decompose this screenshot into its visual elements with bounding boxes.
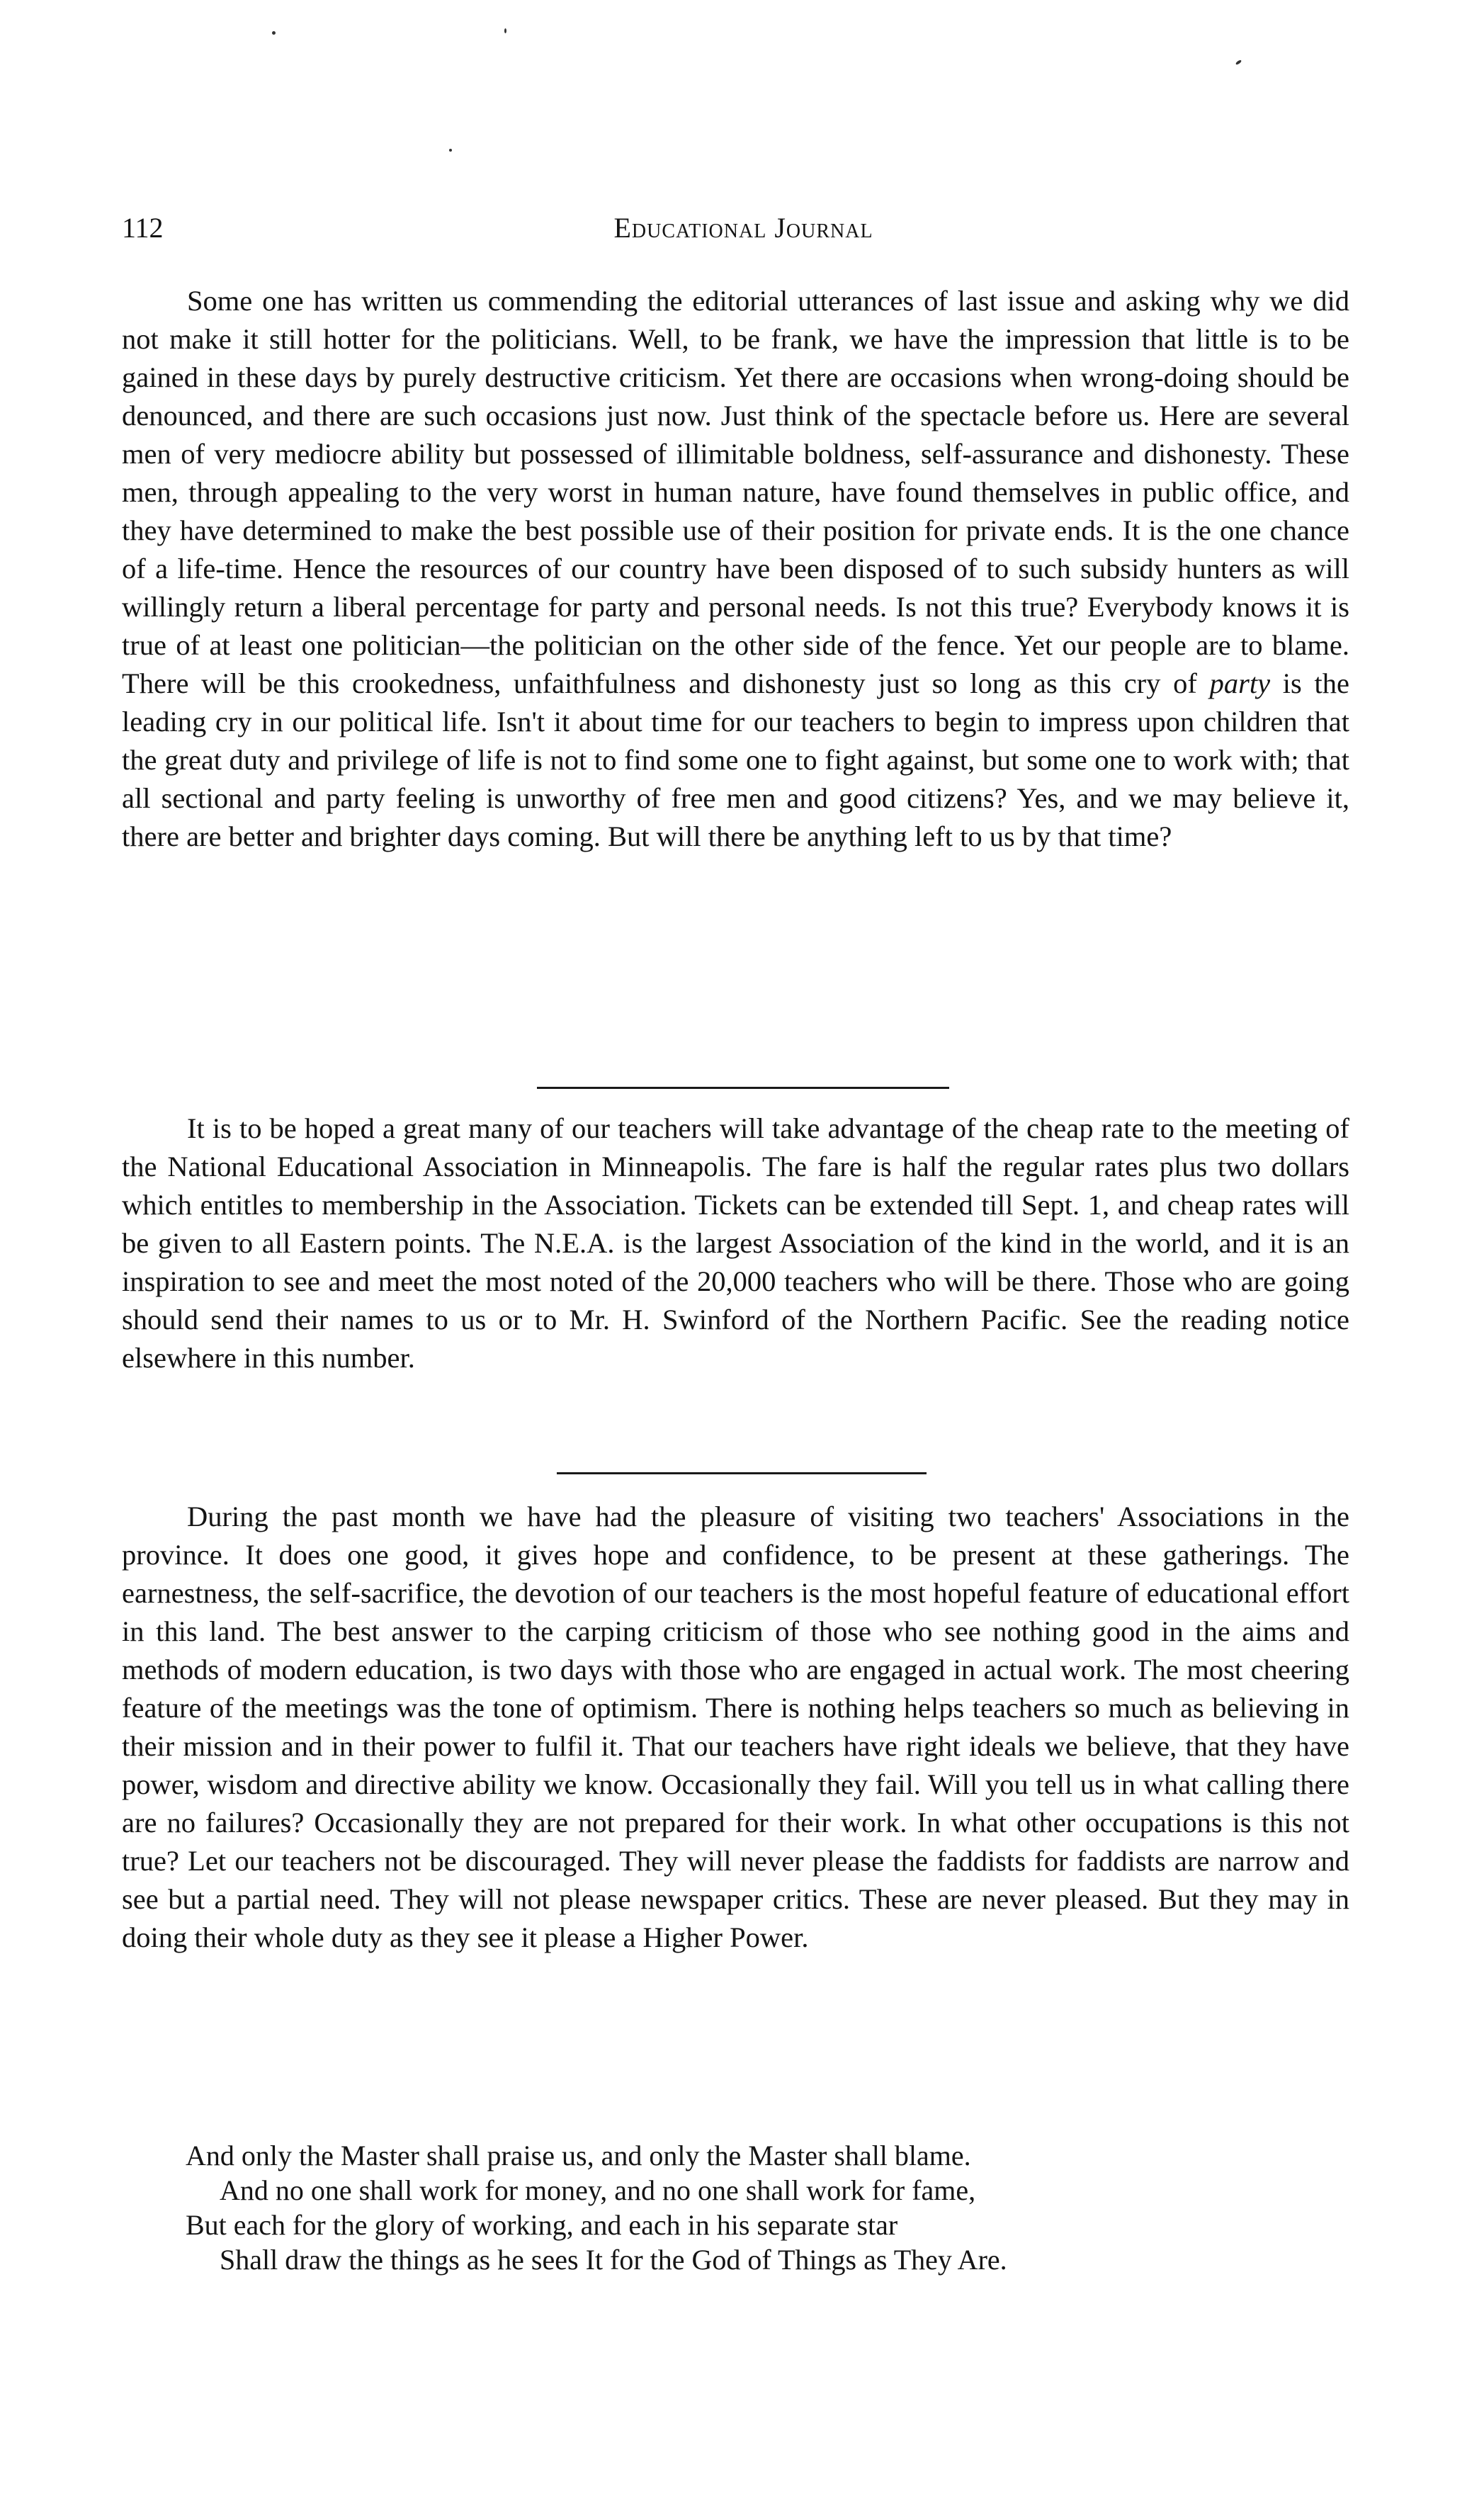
closing-verse xyxy=(186,2138,1376,2277)
page-number: 112 xyxy=(122,212,164,244)
section-divider xyxy=(557,1472,927,1474)
verse-line: Shall draw the things as he sees It for the God of Things as They Are. xyxy=(220,2244,1007,2276)
scan-speck xyxy=(449,149,452,152)
scan-speck xyxy=(504,28,506,33)
page-header xyxy=(122,207,1365,249)
verse-line: And only the Master shall praise us, and only the Master shall blame. xyxy=(186,2140,971,2171)
verse-line: But each for the glory of working, and each in his separate star xyxy=(186,2209,898,2241)
running-head: Educational Journal xyxy=(613,212,873,244)
editorial-paragraph-associations: During the past month we have had the pleasure of visiting two teachers' Associations in the province. It does one good, it gives hope and confidence, to be present at these gatherings. The earnestness, the self-sacrifice, the devotion of our teachers is the most hopeful feature of educational effort in this land. The best answer to the carping criticism of those who see nothing good in the aims and methods of modern education, is two days with those who are engaged in actual work. The most cheering feature of the meetings was the tone of optimism. There is nothing helps teachers so much as believing in their mission and in their power to fulfil it. That our teachers have right ideals we believe, that they have power, wisdom and directive ability we know. Occasionally they fail. Will you tell us in what calling there are no failures? Occasionally they are not prepared for their work. In what other occupations is this not true? Let our teachers not be discouraged. They will never please the faddists for faddists are narrow and see but a partial need. They will not please newspaper critics. These are never pleased. But they may in doing their whole duty as they see it please a Higher Power. xyxy=(122,1501,1349,1953)
paragraph-text: Some one has written us commending the editorial utterances of last issue and asking why we did not make it still hotter for the politicians. Well, to be frank, we have the impression that little is to be gained in these days by purely destructive criticism. Yet there are occasions when wrong-doing should be denounced, and there are such occasions just now. Just think of the spectacle before us. Here are several men of very mediocre ability but possessed of illimitable boldness, self-assurance and dishonesty. These men, through appealing to the very worst in human nature, have found themselves in public office, and they have determined to make the best possible use of their position for private ends. It is the one chance of a life-time. Hence the resources of our country have been disposed of to such subsidy hunters as will willingly return a liberal percentage for party and personal needs. Is not this true? Everybody knows it is true of at least one politician—the politician on the other side of the fence. Yet our people are to blame. There will be this crookedness, unfaithfulness and dishonesty just so long as this cry of xyxy=(122,285,1349,699)
italic-word: party xyxy=(1209,667,1271,699)
section-divider xyxy=(537,1087,949,1089)
editorial-paragraph-nea: It is to be hoped a great many of our teachers will take advantage of the cheap rate to the meeting of the National Educational Association in Minneapolis. The fare is half the regular rates plus two dollars which entitles to membership in the Association. Tickets can be extended till Sept. 1, and cheap rates will be given to all Eastern points. The N.E.A. is the largest Association of the kind in the world, and it is an inspiration to see and meet the most noted of the 20,000 teachers who will be there. Those who are going should send their names to us or to Mr. H. Swinford of the Northern Pacific. See the reading notice elsewhere in this number. xyxy=(122,1112,1349,1374)
verse-line: And no one shall work for money, and no one shall work for fame, xyxy=(220,2174,976,2206)
paragraph-text: is the leading cry in our political life. Isn't it about time for our teachers to begin to impress upon children that the great duty and privilege of life is not to find some one to fight against, but some one to work with; that all sectional and party feeling is unworthy of free men and good citizens? Yes, and we may believe it, there are better and brighter days coming. But will there be anything left to us by that time? xyxy=(122,667,1349,852)
scan-speck xyxy=(1235,60,1242,65)
editorial-paragraph-politicians xyxy=(122,282,1349,856)
scan-speck xyxy=(272,31,276,35)
